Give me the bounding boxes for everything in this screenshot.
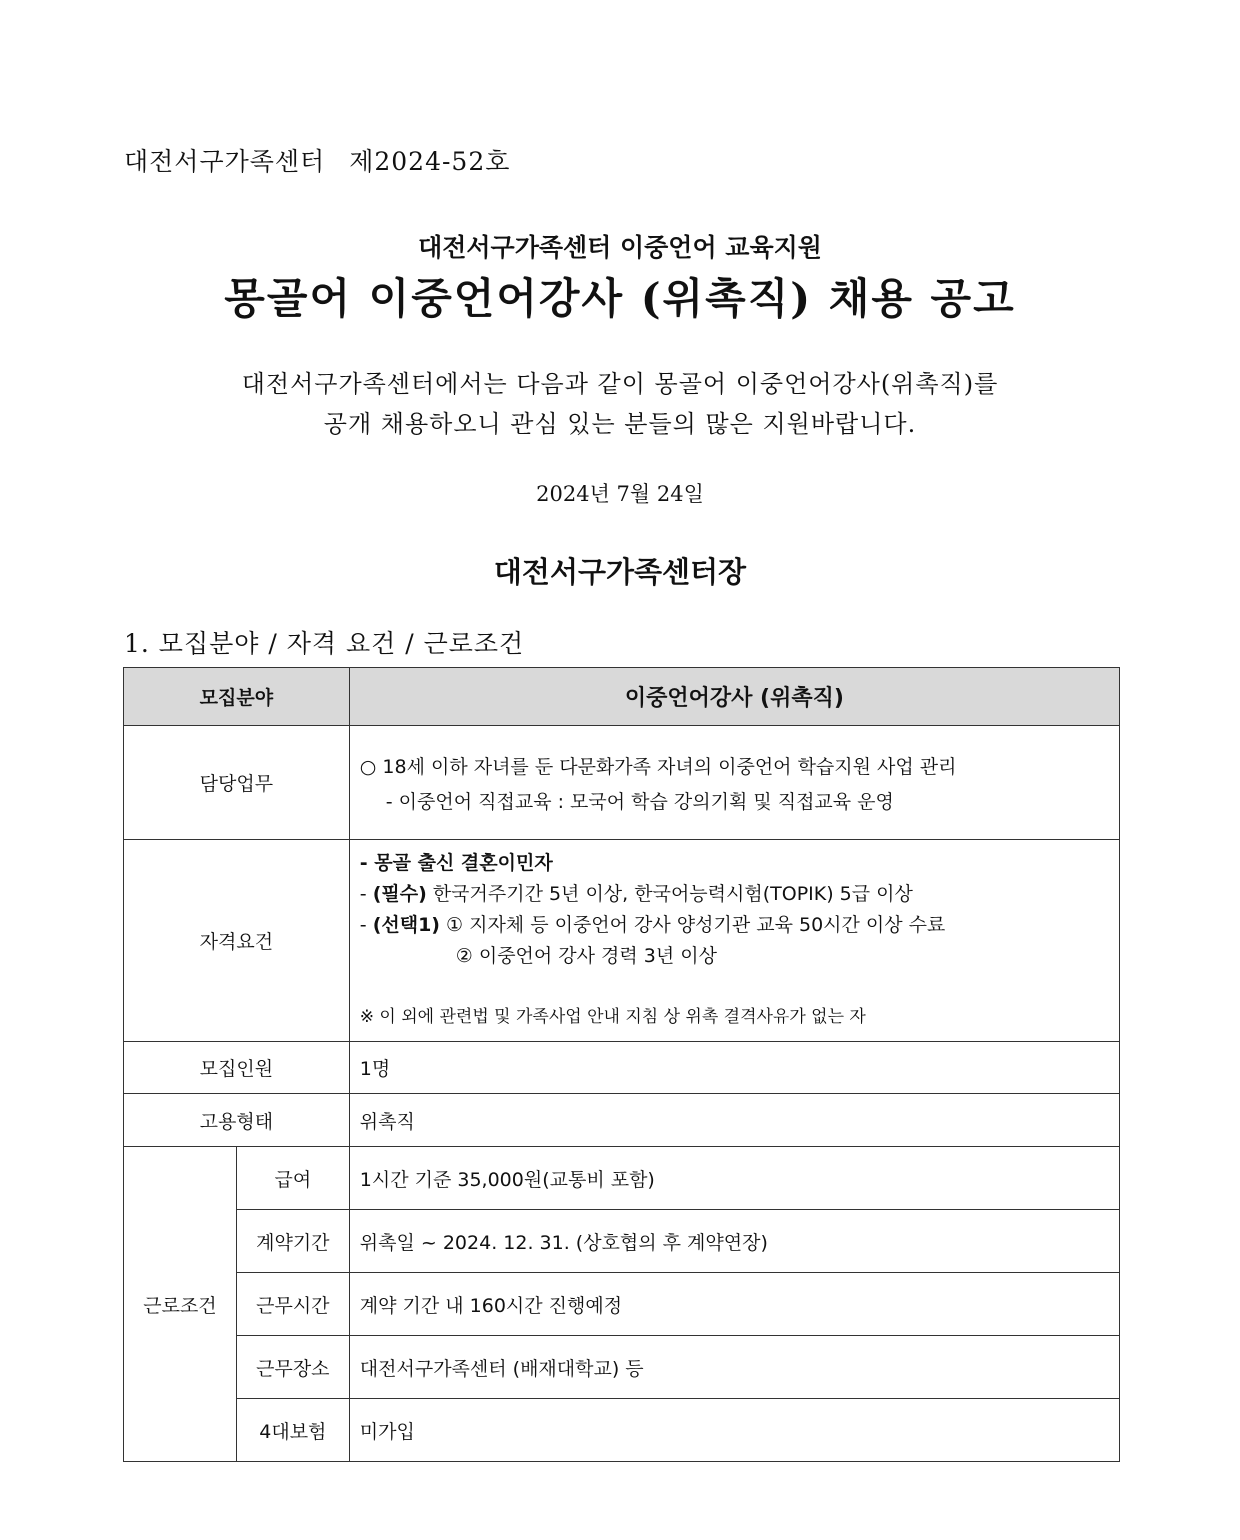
recruitment-table xyxy=(123,667,1120,1462)
workplace-label: 근무장소 xyxy=(236,1336,349,1399)
table-row-duties xyxy=(124,726,1120,840)
doc-number: 제2024-52호 xyxy=(349,147,511,176)
table-row-work-hours xyxy=(124,1273,1120,1336)
page-title: 몽골어 이중언어강사 (위촉직) 채용 공고 xyxy=(224,274,1016,323)
qual-line-3-text: ① 지자체 등 이중언어 강사 양성기관 교육 50시간 이상 수료 xyxy=(439,914,946,936)
qual-line-3-prefix: - xyxy=(359,914,373,936)
table-header-row xyxy=(124,668,1120,726)
qual-optional-tag: (선택1) xyxy=(372,914,440,936)
contract-period-value: 위촉일 ~ 2024. 12. 31. (상호협의 후 계약연장) xyxy=(349,1210,1119,1273)
table-row-salary xyxy=(124,1147,1120,1210)
table-row-headcount xyxy=(124,1042,1120,1094)
qual-line-2-text: 한국거주기간 5년 이상, 한국어능력시험(TOPIK) 5급 이상 xyxy=(426,883,913,905)
qual-line-2-prefix: - xyxy=(359,883,373,905)
duties-label: 담당업무 xyxy=(124,726,350,840)
header-position: 이중언어강사 (위촉직) xyxy=(349,668,1119,726)
work-hours-label: 근무시간 xyxy=(236,1273,349,1336)
intro-text xyxy=(0,364,1240,444)
intro-line-1: 대전서구가족센터에서는 다음과 같이 몽골어 이중언어강사(위촉직)를 xyxy=(241,370,999,398)
issuer: 대전서구가족센터장 xyxy=(493,555,747,589)
document-number xyxy=(124,142,510,178)
qualifications-label: 자격요건 xyxy=(124,840,350,1042)
duties-content xyxy=(349,726,1119,840)
intro-line-2: 공개 채용하오니 관심 있는 분들의 많은 지원바랍니다. xyxy=(323,410,917,438)
table-row-employment-type xyxy=(124,1094,1120,1147)
qualifications-content xyxy=(349,840,1119,1042)
salary-value: 1시간 기준 35,000원(교통비 포함) xyxy=(349,1147,1119,1210)
workplace-value: 대전서구가족센터 (배재대학교) 등 xyxy=(349,1336,1119,1399)
header-label: 모집분야 xyxy=(124,668,350,726)
section-1-title: 1. 모집분야 / 자격 요건 / 근로조건 xyxy=(124,629,525,658)
duties-line-2: - 이중언어 직접교육 : 모국어 학습 강의기획 및 직접교육 운영 xyxy=(385,790,894,813)
qual-line-3 xyxy=(360,910,1109,941)
qual-required-tag: (필수) xyxy=(372,883,427,905)
org-name: 대전서구가족센터 xyxy=(124,147,326,176)
headcount-label: 모집인원 xyxy=(124,1042,350,1094)
qual-note: ※ 이 외에 관련법 및 가족사업 안내 지침 상 위촉 결격사유가 없는 자 xyxy=(359,1007,866,1027)
headcount-value: 1명 xyxy=(349,1042,1119,1094)
employment-type-label: 고용형태 xyxy=(124,1094,350,1147)
employment-type-value: 위촉직 xyxy=(349,1094,1119,1147)
qual-line-1: - 몽골 출신 결혼이민자 xyxy=(359,852,553,874)
contract-period-label: 계약기간 xyxy=(236,1210,349,1273)
work-hours-value: 계약 기간 내 160시간 진행예정 xyxy=(349,1273,1119,1336)
table-row-contract-period xyxy=(124,1210,1120,1273)
conditions-label: 근로조건 xyxy=(124,1147,237,1462)
table-row-qualifications xyxy=(124,840,1120,1042)
subtitle: 대전서구가족센터 이중언어 교육지원 xyxy=(418,233,822,262)
table-row-workplace xyxy=(124,1336,1120,1399)
insurance-label: 4대보험 xyxy=(236,1399,349,1462)
table-row-insurance xyxy=(124,1399,1120,1462)
qual-line-4: ② 이중언어 강사 경력 3년 이상 xyxy=(455,945,717,967)
insurance-value: 미가입 xyxy=(349,1399,1119,1462)
salary-label: 급여 xyxy=(236,1147,349,1210)
qual-line-2 xyxy=(360,879,1109,910)
duties-line-1: ○ 18세 이하 자녀를 둔 다문화가족 자녀의 이중언어 학습지원 사업 관리 xyxy=(359,755,957,778)
announcement-date: 2024년 7월 24일 xyxy=(536,482,704,506)
